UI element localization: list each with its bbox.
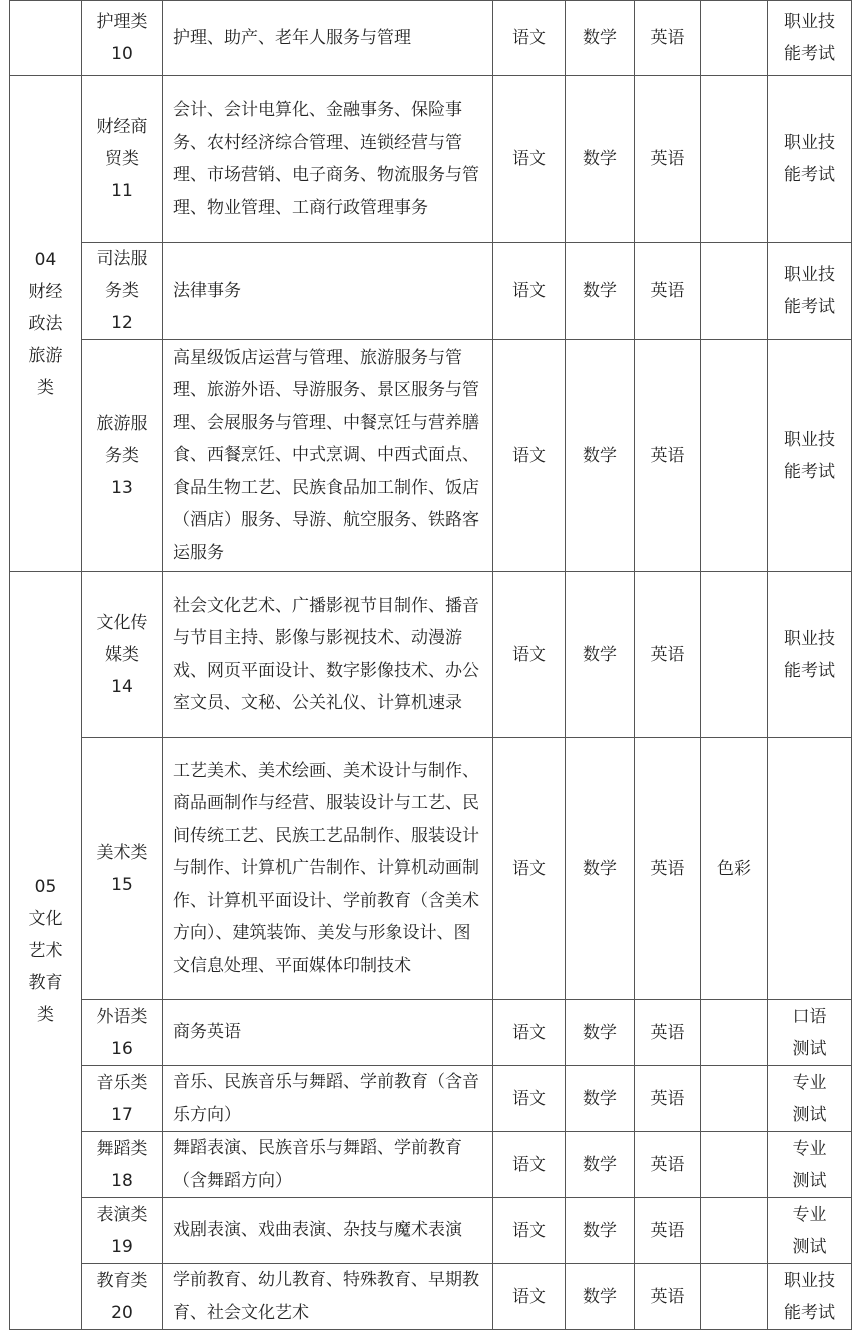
group-cell <box>10 76 82 572</box>
majors-cell: 商务英语 <box>163 1000 493 1066</box>
exam-line: 专业 <box>792 1204 827 1225</box>
subject-cell: 英语 <box>635 1198 701 1264</box>
category-cell <box>82 76 163 243</box>
subject-cell: 英语 <box>635 243 701 340</box>
exam-line: 能考试 <box>784 461 835 482</box>
category-line: 美术类 <box>96 842 148 863</box>
category-line: 外语类 <box>96 1006 148 1027</box>
table-row <box>10 1264 852 1330</box>
majors-cell: 戏剧表演、戏曲表演、杂技与魔术表演 <box>163 1198 493 1264</box>
exam-cell <box>768 738 852 1000</box>
exam-line: 能考试 <box>784 165 835 185</box>
table-row <box>10 738 852 1000</box>
subject-cell: 语文 <box>493 76 566 243</box>
category-line: 17 <box>111 1104 133 1125</box>
majors-cell: 工艺美术、美术绘画、美术设计与制作、商品画制作与经营、服装设计与工艺、民间传统工艺、民族工艺品制作、服装设计与制作、计算机广告制作、计算机动画制作、计算机平面设计、学前教育（含美术方向）、建筑装饰、美发与形象设计、图文信息处理、平面媒体印制技术 <box>163 738 493 1000</box>
exam-cell <box>768 1198 852 1264</box>
category-line: 12 <box>111 313 133 333</box>
category-line: 舞蹈类 <box>96 1138 148 1159</box>
exam-cell <box>768 572 852 738</box>
category-cell <box>82 1198 163 1264</box>
subject-cell: 英语 <box>635 1000 701 1066</box>
subject-cell: 英语 <box>635 1132 701 1198</box>
group-name-line: 文化 <box>28 908 63 929</box>
exam-cell <box>768 1000 852 1066</box>
category-cell <box>82 738 163 1000</box>
category-line: 贸类 <box>105 149 139 169</box>
exam-cell <box>768 340 852 572</box>
subject-cell: 英语 <box>635 340 701 572</box>
subject-cell: 数学 <box>566 340 635 572</box>
group-name-line: 类 <box>37 1004 54 1025</box>
subject-cell: 数学 <box>566 1066 635 1132</box>
exam-line: 职业技 <box>784 133 835 153</box>
subject-cell: 语文 <box>493 572 566 738</box>
exam-line: 能考试 <box>784 44 835 64</box>
category-line: 20 <box>111 1302 133 1323</box>
subject-cell: 英语 <box>635 738 701 1000</box>
group-code: 04 <box>34 249 57 270</box>
exam-line: 测试 <box>792 1104 827 1125</box>
group-name-line: 教育 <box>28 972 63 993</box>
subjects-table <box>9 0 852 1330</box>
subject-cell: 数学 <box>566 1132 635 1198</box>
exam-line: 专业 <box>792 1072 827 1093</box>
exam-cell <box>768 1 852 76</box>
exam-line: 能考试 <box>784 660 835 681</box>
category-line: 表演类 <box>96 1204 148 1225</box>
category-cell <box>82 243 163 340</box>
subject-cell: 英语 <box>635 1 701 76</box>
majors-cell: 社会文化艺术、广播影视节目制作、播音与节目主持、影像与影视技术、动漫游戏、网页平面设计、数字影像技术、办公室文员、文秘、公关礼仪、计算机速录 <box>163 572 493 738</box>
subject-cell: 数学 <box>566 1 635 76</box>
subject-cell: 英语 <box>635 1264 701 1330</box>
group-name-line: 艺术 <box>28 940 63 961</box>
subject-cell <box>701 1066 768 1132</box>
category-line: 媒类 <box>105 644 139 665</box>
subject-cell <box>701 243 768 340</box>
group-code: 05 <box>34 876 57 897</box>
table-row <box>10 1066 852 1132</box>
subject-cell: 数学 <box>566 1264 635 1330</box>
group-name-line: 政法 <box>28 313 63 334</box>
subject-cell: 语文 <box>493 1 566 76</box>
table-row <box>10 1198 852 1264</box>
category-line: 教育类 <box>96 1270 148 1291</box>
category-line: 旅游服 <box>96 413 148 434</box>
category-line: 文化传 <box>96 612 148 633</box>
subject-cell: 语文 <box>493 243 566 340</box>
subject-cell: 数学 <box>566 243 635 340</box>
majors-cell: 学前教育、幼儿教育、特殊教育、早期教育、社会文化艺术 <box>163 1264 493 1330</box>
exam-line: 职业技 <box>784 628 835 649</box>
majors-cell: 高星级饭店运营与管理、旅游服务与管理、旅游外语、导游服务、景区服务与管理、会展服务与管理、中餐烹饪与营养膳食、西餐烹饪、中式烹调、中西式面点、食品生物工艺、民族食品加工制作、饭店（酒店）服务、导游、航空服务、铁路客运服务 <box>163 340 493 572</box>
table-row <box>10 340 852 572</box>
exam-cell <box>768 1132 852 1198</box>
subject-cell: 数学 <box>566 76 635 243</box>
exam-line: 职业技 <box>784 429 835 450</box>
category-line: 13 <box>111 477 133 498</box>
category-cell <box>82 572 163 738</box>
subject-cell: 语文 <box>493 1000 566 1066</box>
exam-cell <box>768 1264 852 1330</box>
subject-cell: 英语 <box>635 1066 701 1132</box>
category-line: 11 <box>111 181 133 201</box>
exam-line: 测试 <box>792 1038 827 1059</box>
category-line: 15 <box>111 874 133 895</box>
table-row <box>10 1000 852 1066</box>
category-line: 务类 <box>105 445 139 466</box>
exam-line: 职业技 <box>784 265 835 285</box>
exam-line: 职业技 <box>784 1270 835 1291</box>
table-row <box>10 1132 852 1198</box>
category-cell <box>82 1000 163 1066</box>
category-line: 19 <box>111 1236 133 1257</box>
table-row <box>10 572 852 738</box>
group-name-line: 旅游 <box>28 345 63 366</box>
group-name-line: 类 <box>37 377 54 398</box>
subject-cell: 英语 <box>635 76 701 243</box>
subject-cell <box>701 1264 768 1330</box>
category-line: 务类 <box>105 281 139 301</box>
exam-cell <box>768 1066 852 1132</box>
exam-line: 测试 <box>792 1236 827 1257</box>
subject-cell: 数学 <box>566 1198 635 1264</box>
table-row <box>10 243 852 340</box>
category-line: 14 <box>111 676 133 697</box>
subject-cell: 色彩 <box>701 738 768 1000</box>
subject-cell <box>701 76 768 243</box>
exam-cell <box>768 243 852 340</box>
subject-cell: 数学 <box>566 1000 635 1066</box>
majors-cell: 护理、助产、老年人服务与管理 <box>163 1 493 76</box>
subject-cell <box>701 1132 768 1198</box>
subject-cell: 英语 <box>635 572 701 738</box>
subject-cell: 语文 <box>493 340 566 572</box>
exam-cell <box>768 76 852 243</box>
group-cell-empty <box>10 1 82 76</box>
subject-cell <box>701 1000 768 1066</box>
category-line: 10 <box>111 44 133 64</box>
category-line: 财经商 <box>96 117 148 137</box>
subject-cell: 数学 <box>566 738 635 1000</box>
subject-cell: 语文 <box>493 1132 566 1198</box>
subject-cell: 语文 <box>493 1264 566 1330</box>
group-name-line: 财经 <box>28 281 63 302</box>
category-line: 18 <box>111 1170 133 1191</box>
table-row <box>10 76 852 243</box>
category-cell <box>82 1264 163 1330</box>
category-line: 16 <box>111 1038 133 1059</box>
exam-line: 能考试 <box>784 1302 835 1323</box>
majors-cell: 法律事务 <box>163 243 493 340</box>
group-cell <box>10 572 82 1330</box>
majors-cell: 会计、会计电算化、金融事务、保险事务、农村经济综合管理、连锁经营与管理、市场营销、电子商务、物流服务与管理、物业管理、工商行政管理事务 <box>163 76 493 243</box>
exam-line: 专业 <box>792 1138 827 1159</box>
subject-cell <box>701 572 768 738</box>
category-line: 音乐类 <box>96 1072 148 1093</box>
majors-cell: 舞蹈表演、民族音乐与舞蹈、学前教育（含舞蹈方向） <box>163 1132 493 1198</box>
category-cell <box>82 1132 163 1198</box>
subject-cell <box>701 340 768 572</box>
subject-cell <box>701 1 768 76</box>
subject-cell: 数学 <box>566 572 635 738</box>
exam-line: 口语 <box>792 1006 827 1027</box>
subject-cell: 语文 <box>493 1066 566 1132</box>
exam-line: 职业技 <box>784 12 835 32</box>
category-cell <box>82 1 163 76</box>
category-cell <box>82 1066 163 1132</box>
exam-line: 能考试 <box>784 297 835 317</box>
category-line: 司法服 <box>96 249 148 269</box>
majors-cell: 音乐、民族音乐与舞蹈、学前教育（含音乐方向） <box>163 1066 493 1132</box>
subject-cell: 语文 <box>493 1198 566 1264</box>
subject-cell: 语文 <box>493 738 566 1000</box>
category-cell <box>82 340 163 572</box>
subject-cell <box>701 1198 768 1264</box>
category-line: 护理类 <box>96 12 148 32</box>
table-row <box>10 1 852 76</box>
exam-line: 测试 <box>792 1170 827 1191</box>
